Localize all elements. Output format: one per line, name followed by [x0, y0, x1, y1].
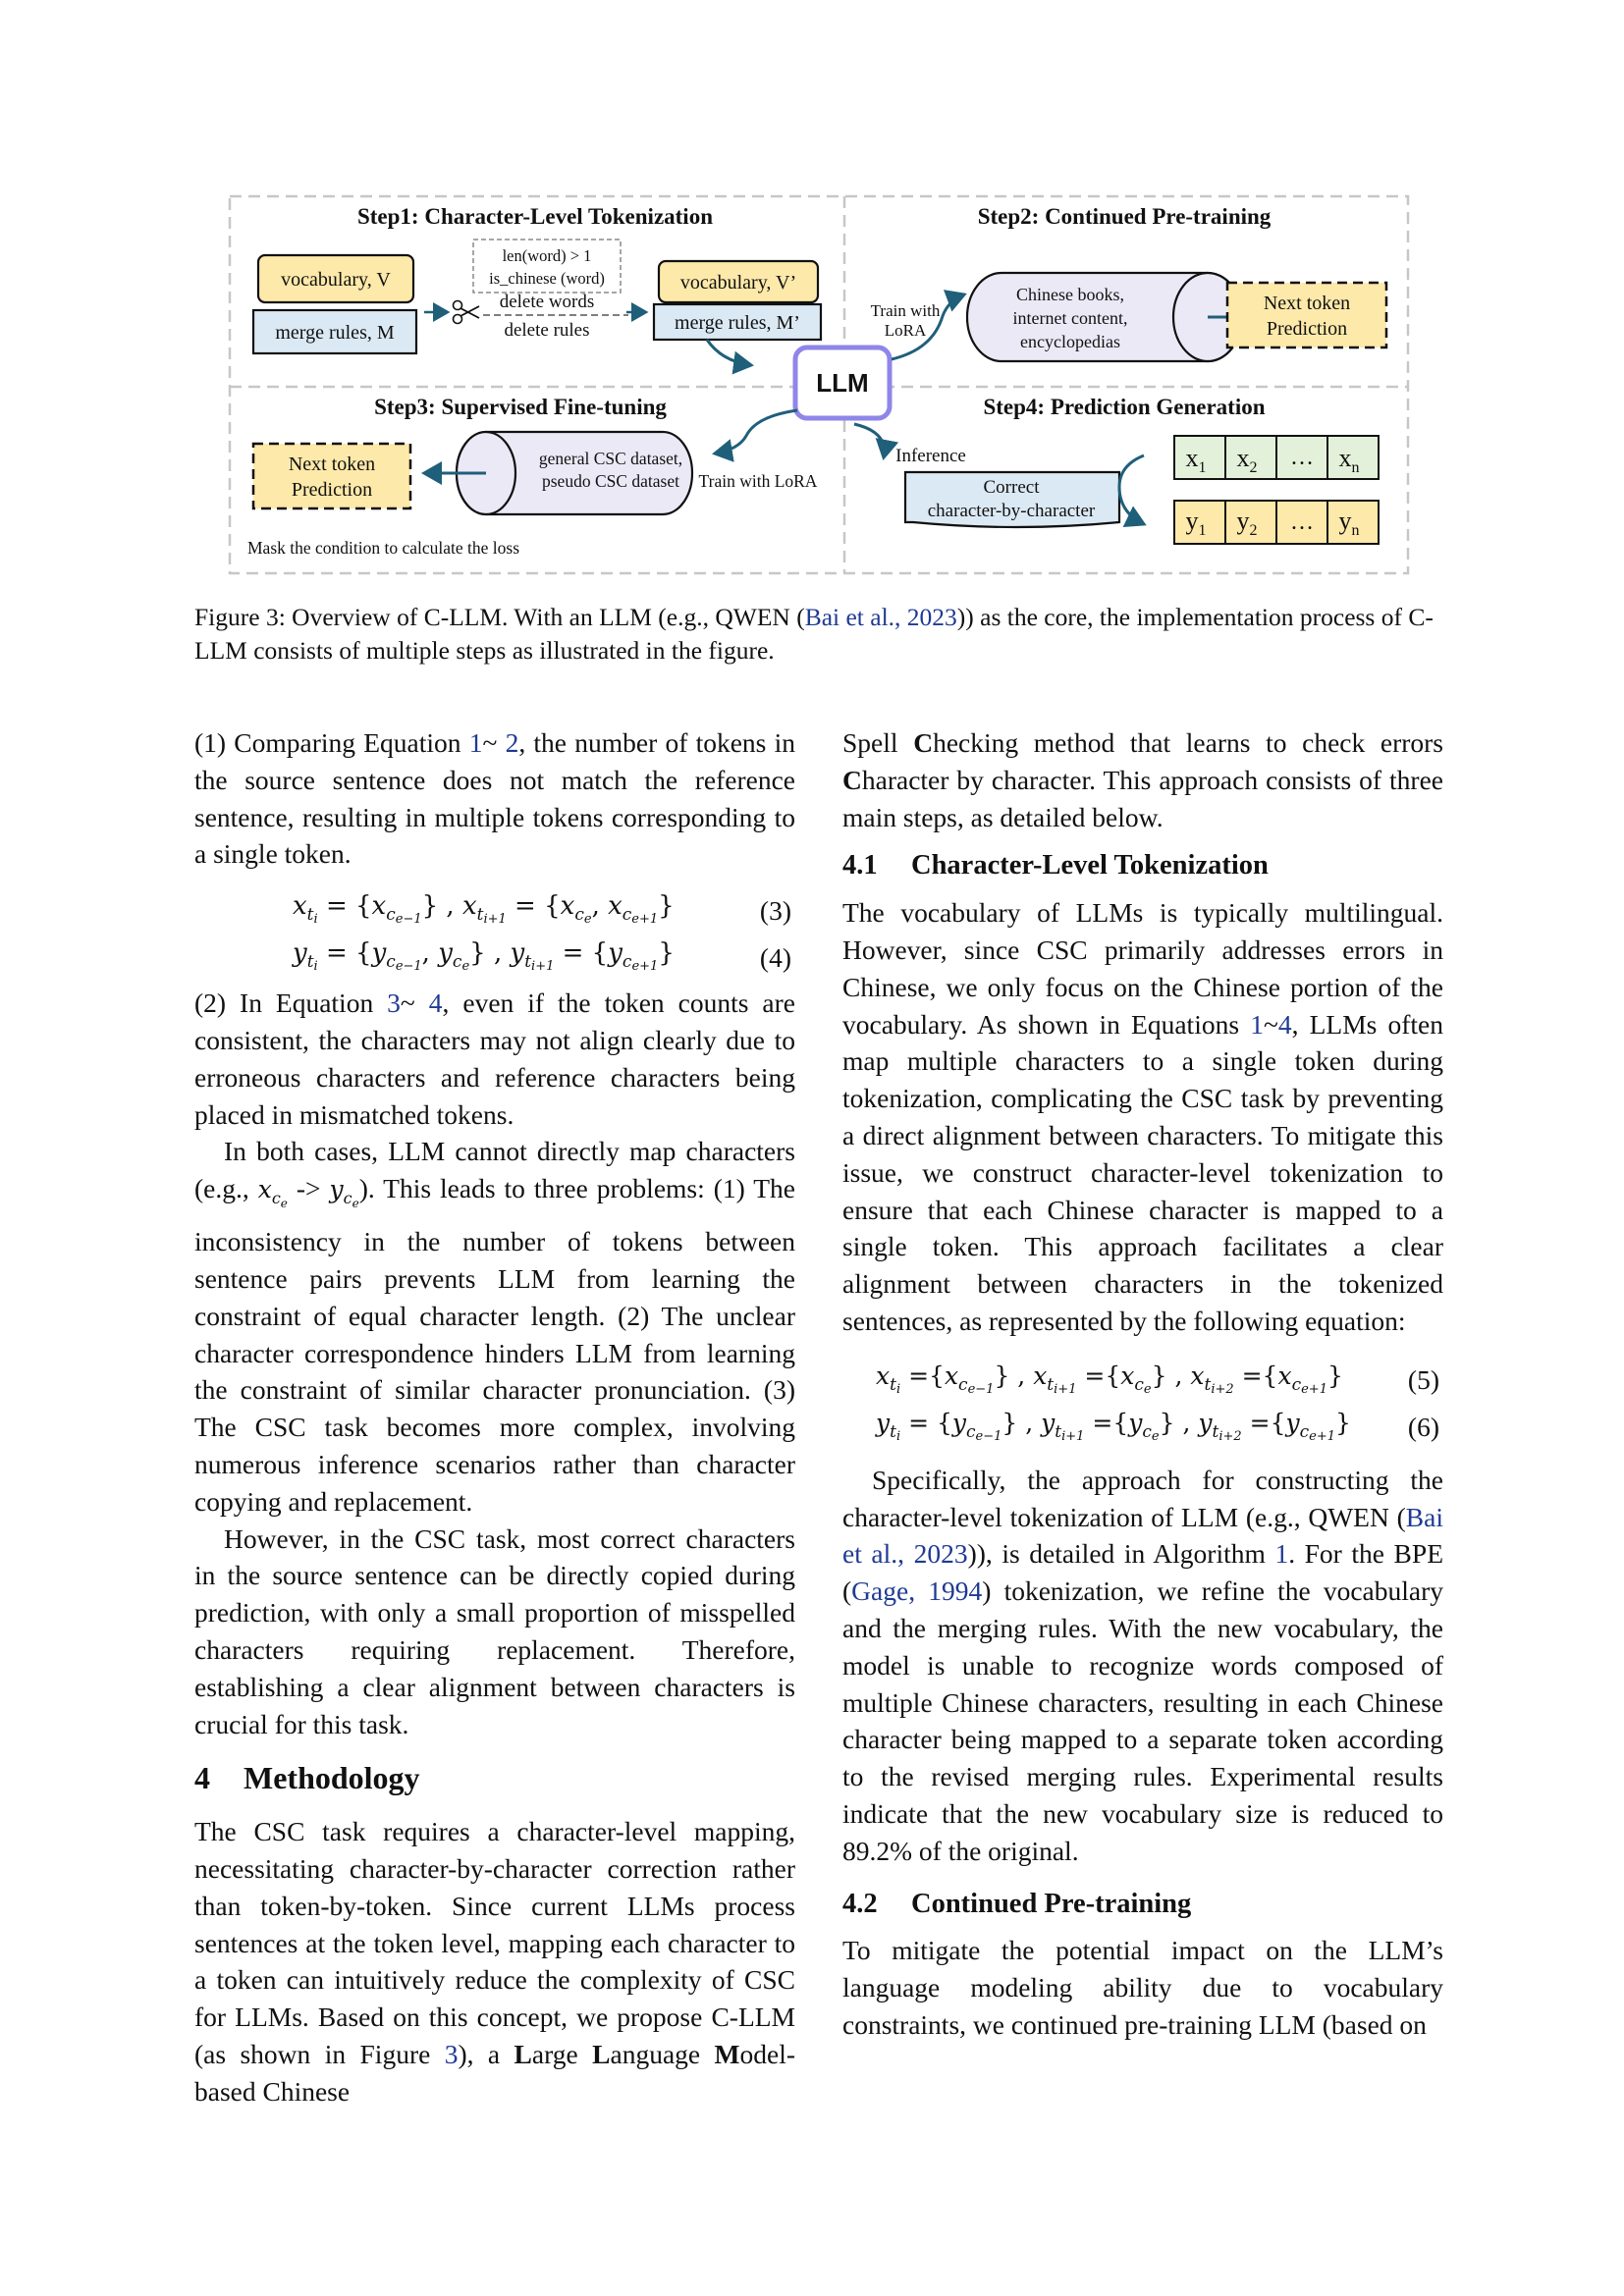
figure-caption: Figure 3: Overview of C-LLM. With an LLM (e.g., QWEN (Bai et al., 2023)) as the core, the implementation process of C-LLM consists of multiple steps as illustrated in the figure.: [194, 603, 1434, 665]
section-4-heading: 4 Methodology: [194, 1760, 420, 1796]
delete-words-label: delete words: [499, 292, 595, 312]
delete-rules-label: delete rules: [504, 320, 590, 341]
equation-4: $y_{t_i} = \{y_{c_{e-1}}$, $y_{c_e}$} , $y_{t_{i+1}} = \{y_{c_{e+1}}\}$ (4): [194, 932, 795, 979]
equation-ref[interactable]: 4: [1277, 1008, 1292, 1040]
csc-line2: pseudo CSC dataset: [542, 471, 679, 491]
step3-title: Step3: Supervised Fine-tuning: [374, 395, 667, 419]
citation-link[interactable]: Bai et al., 2023: [804, 603, 957, 631]
algorithm-ref[interactable]: 1: [1274, 1538, 1289, 1570]
equation-number: (4): [759, 942, 791, 974]
equation-ref[interactable]: 2: [505, 727, 519, 758]
paragraph-spell-checking: Spell Checking method that learns to check errors Character by character. This approach consists of three main steps, as detailed below.: [842, 727, 1444, 832]
paragraph-equation-3-4: (2) In Equation 3~ 4, even if the token counts are consistent, the characters may not align clearly due to erroneous characters and reference characters being placed in mismatched tokens.: [194, 988, 795, 1130]
corpus-line2: internet content,: [1012, 308, 1128, 328]
paragraph-vocabulary: The vocabulary of LLMs is typically multilingual. However, since CSC primarily addresses errors in Chinese, we only focus on the Chinese portion of the vocabulary. As shown in Equations 1~4, LLMs often map multiple characters to a single token during tokenization, complicating the CSC task by preventing a direct alignment between characters. To mitigate this issue, we construct character-level tokenization to ensure that each Chinese character is mapped to a single token. This approach facilitates a clear alignment between characters in the tokenized sentences, as represented by the following equation:: [842, 897, 1443, 1336]
y-cell-n: $y_n$: [1338, 507, 1360, 539]
csc-line1: general CSC dataset,: [538, 449, 683, 468]
section-4-2-heading: 4.2 Continued Pre-training: [842, 1888, 1192, 1919]
vocab-v-label: vocabulary, V: [281, 269, 391, 291]
x-cell-2: $x_2$: [1236, 444, 1258, 476]
vocab-v2-label: vocabulary, V’: [679, 272, 797, 294]
equation-number: (3): [759, 895, 791, 927]
correct-line1: Correct: [983, 477, 1040, 498]
paragraph-comparing: (1) Comparing Equation 1~ 2, the number of tokens in the source sentence does not match the reference sentence, resulting in multiple tokens corresponding to a single token.: [194, 727, 795, 870]
paragraph-both-cases: In both cases, LLM cannot directly map characters (e.g., $x_{c_e} -> y_{c_e}$). This leads to three problems: (1) The inconsistency in the number of tokens between sentence pairs prevents LLM from learning the constraint of equal character length. (2) The unclear character correspondence hinders LLM from learning the constraint of similar character pronunciation. (3) The CSC task becomes more complex, involving numerous inference scenarios rather than character copying and replacement.: [194, 1136, 795, 1517]
correct-line2: character-by-character: [927, 501, 1096, 521]
ntp-step3-line1: Next token: [288, 454, 376, 475]
merge-m2-label: merge rules, M’: [675, 312, 800, 334]
mask-note: Mask the condition to calculate the loss: [247, 538, 520, 558]
citation-link[interactable]: Bai et al., 2023: [842, 1501, 1443, 1570]
equation-ref[interactable]: 4: [428, 988, 443, 1019]
y-cell-1: $y_1$: [1185, 507, 1207, 539]
paragraph-specifically: Specifically, the approach for constructing the character-level tokenization of LLM (e.g., QWEN (Bai et al., 2023)), is detailed in Algorithm 1. For the BPE (Gage, 1994) tokenization, we refine the vocabulary and the merging rules. With the new vocabulary, the model is unable to recognize words composed of multiple Chinese characters, resulting in each Chinese character being mapped to a separate token according to the revised merging rules. Experimental results indicate that the new vocabulary size is reduced to 89.2% of the original.: [842, 1464, 1444, 1866]
y-cell-2: $y_2$: [1236, 507, 1258, 539]
section-4-1-heading: 4.1 Character-Level Tokenization: [842, 850, 1269, 881]
condition-line2: is_chinese (word): [489, 269, 605, 288]
equation-5: $x_{t_i} =\{x_{c_{e-1}}\}$ , $x_{t_{i+1}} =\{x_{c_e}\}$ , $x_{t_{i+2}} =\{x_{c_{e+1}}\}$ (5): [876, 1361, 1439, 1397]
step1-title: Step1: Character-Level Tokenization: [356, 204, 714, 229]
condition-line1: len(word) > 1: [502, 246, 592, 265]
step2-title: Step2: Continued Pre-training: [977, 204, 1272, 229]
inference-label: Inference: [895, 446, 966, 466]
figure-ref[interactable]: 3: [444, 2038, 459, 2069]
corpus-line3: encyclopedias: [1020, 332, 1120, 351]
equation-number: (5): [1407, 1363, 1439, 1395]
ntp-step3-line2: Prediction: [291, 479, 373, 501]
equation-ref[interactable]: 3: [387, 988, 401, 1019]
equation-ref[interactable]: 1: [1250, 1008, 1264, 1040]
right-column: [842, 724, 1443, 2044]
citation-link[interactable]: Gage, 1994: [851, 1575, 983, 1607]
equation-6: $y_{t_i} = \{y_{c_{e-1}}\}$ , $y_{t_{i+1}} =\{y_{c_e}\}$ , $y_{t_{i+2}} =\{y_{c_{e+1}}\}$ (6): [876, 1408, 1439, 1444]
train-lora-step3: Train with LoRA: [698, 471, 818, 491]
llm-label: LLM: [816, 368, 869, 398]
ntp-step2-line2: Prediction: [1266, 318, 1348, 340]
paragraph-however: However, in the CSC task, most correct characters in the source sentence can be directly copied during prediction, with only a small proportion of misspelled characters requiring replacement. Therefore, establishing a clear alignment between characters is crucial for this task.: [194, 1522, 795, 1739]
merge-m-label: merge rules, M: [275, 322, 395, 344]
x-cell-ellipsis: …: [1290, 445, 1314, 470]
ntp-step2-line1: Next token: [1263, 293, 1351, 314]
paragraph-methodology: The CSC task requires a character-level mapping, necessitating character-by-character correction rather than token-by-token. Since current LLMs process sentences at the token level, mapping each character to a token can intuitively reduce the complexity of CSC for LLMs. Based on this concept, we propose C-LLM (as shown in Figure 3), a Large Language Model-based Chinese: [194, 1816, 795, 2107]
paragraph-mitigate: To mitigate the potential impact on the LLM’s language modeling ability due to vocabulary constraints, we continued pre-training LLM (based on: [842, 1935, 1443, 2040]
scissors-icon: [454, 301, 480, 324]
y-cell-ellipsis: …: [1290, 509, 1314, 535]
corpus-line1: Chinese books,: [1016, 285, 1124, 304]
train-lora-line2: LoRA: [884, 321, 927, 340]
figure-3: [226, 192, 1414, 577]
equation-3: $x_{t_i} = \{x_{c_{e-1}}\}$ , $x_{t_{i+1}} = \{x_{c_e}$, $x_{c_{e+1}}$} (3): [194, 884, 795, 932]
step4-title: Step4: Prediction Generation: [983, 395, 1266, 419]
equation-number: (6): [1407, 1411, 1439, 1442]
x-cell-1: $x_1$: [1185, 444, 1207, 476]
left-column: [194, 724, 795, 2109]
train-lora-line1: Train with: [870, 301, 941, 320]
equation-ref[interactable]: 1: [468, 727, 483, 758]
x-cell-n: $x_n$: [1338, 444, 1360, 476]
